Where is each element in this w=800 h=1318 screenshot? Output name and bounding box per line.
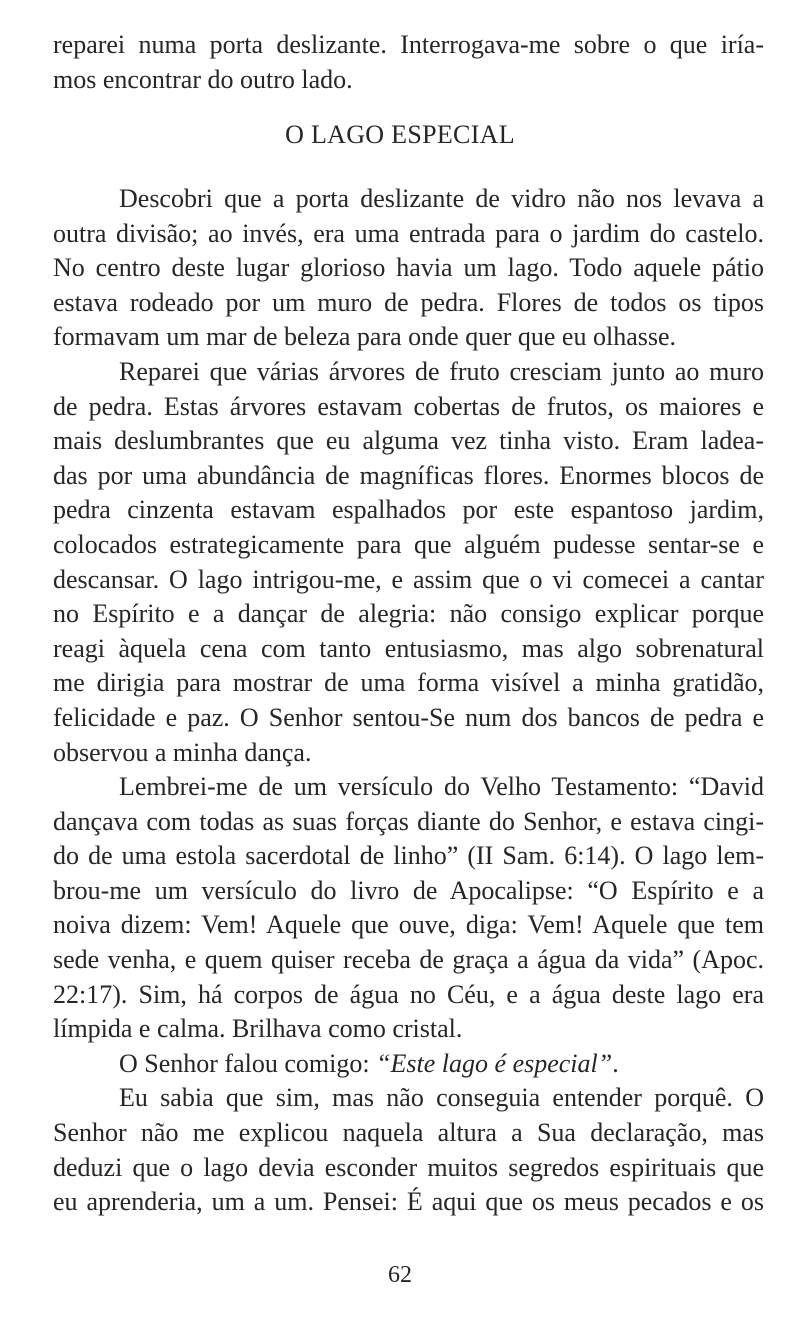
text-line: Senhor não me explicou naquela altura a Sua declaração, mas (53, 1118, 764, 1148)
text-line: no Espírito e a dançar de alegria: não consigo explicar porque (53, 599, 764, 629)
text-line: Reparei que várias árvores de fruto cresciam junto ao muro (119, 356, 764, 386)
text-line: colocados estrategicamente para que alguém pudesse sentar-se e (53, 529, 764, 559)
text-line: eu aprenderia, um a um. Pensei: É aqui que os meus pecados e os (53, 1187, 764, 1217)
text-line: formavam um mar de beleza para onde quer que eu olhasse. (53, 322, 677, 352)
body-text (53, 182, 764, 1220)
text-line: Descobri que a porta deslizante de vidro não nos levava a (119, 184, 764, 213)
page-number: 62 (388, 1262, 412, 1288)
text-line: pedra cinzenta estavam espalhados por este espantoso jardim, (53, 495, 764, 525)
text-line: outra divisão; ao invés, era uma entrada para o jardim do castelo. (53, 218, 764, 248)
text-line (53, 1047, 764, 1082)
text-segment: . (612, 1048, 619, 1078)
text-line: No centro deste lugar glorioso havia um lago. Todo aquele pátio (53, 253, 764, 283)
text-line: noiva dizem: Vem! Aquele que ouve, diga: Vem! Aquele que tem (53, 910, 764, 940)
quoted-speech: “Este lago é especial” (376, 1048, 613, 1078)
intro-paragraph (53, 28, 764, 97)
text-segment: O Senhor falou comigo: (119, 1048, 377, 1078)
text-line: felicidade e paz. O Senhor sentou-Se num dos bancos de pedra e (53, 702, 764, 732)
text-line: Eu sabia que sim, mas não conseguia entender porquê. O (119, 1083, 764, 1113)
text-line: do de uma estola sacerdotal de linho” (II Sam. 6:14). O lago lem- (53, 841, 764, 871)
text-line: Lembrei-me de um versículo do Velho Testamento: “David (119, 772, 764, 802)
text-line: dançava com todas as suas forças diante do Senhor, e estava cingi- (53, 806, 764, 836)
text-line: límpida e calma. Brilhava como cristal. (53, 1014, 463, 1044)
section-heading: O LAGO ESPECIAL (285, 120, 515, 149)
text-line: me dirigia para mostrar de uma forma visível a minha gratidão, (53, 668, 764, 698)
text-line: mais deslumbrantes que eu alguma vez tinha visto. Eram ladea- (53, 426, 764, 456)
text-line: estava rodeado por um muro de pedra. Flores de todos os tipos (53, 287, 764, 317)
text-line: reparei numa porta deslizante. Interrogava-me sobre o que iría- (53, 30, 764, 59)
text-line: das por uma abundância de magníficas flores. Enormes blocos de (53, 460, 764, 490)
text-line: brou-me um versículo do livro de Apocalipse: “O Espírito e a (53, 875, 764, 905)
text-line: deduzi que o lago devia esconder muitos segredos espirituais que (53, 1152, 764, 1182)
text-line: sede venha, e quem quiser receba de graça a água da vida” (Apoc. (53, 945, 764, 975)
text-line: de pedra. Estas árvores estavam cobertas de frutos, os maiores e (53, 391, 764, 421)
text-line: descansar. O lago intrigou-me, e assim que o vi comecei a cantar (53, 564, 764, 594)
text-line: 22:17). Sim, há corpos de água no Céu, e a água deste lago era (53, 979, 764, 1009)
text-line: mos encontrar do outro lado. (53, 64, 353, 94)
text-line: observou a minha dança. (53, 737, 312, 767)
text-line: reagi àquela cena com tanto entusiasmo, mas algo sobrenatural (53, 633, 764, 663)
